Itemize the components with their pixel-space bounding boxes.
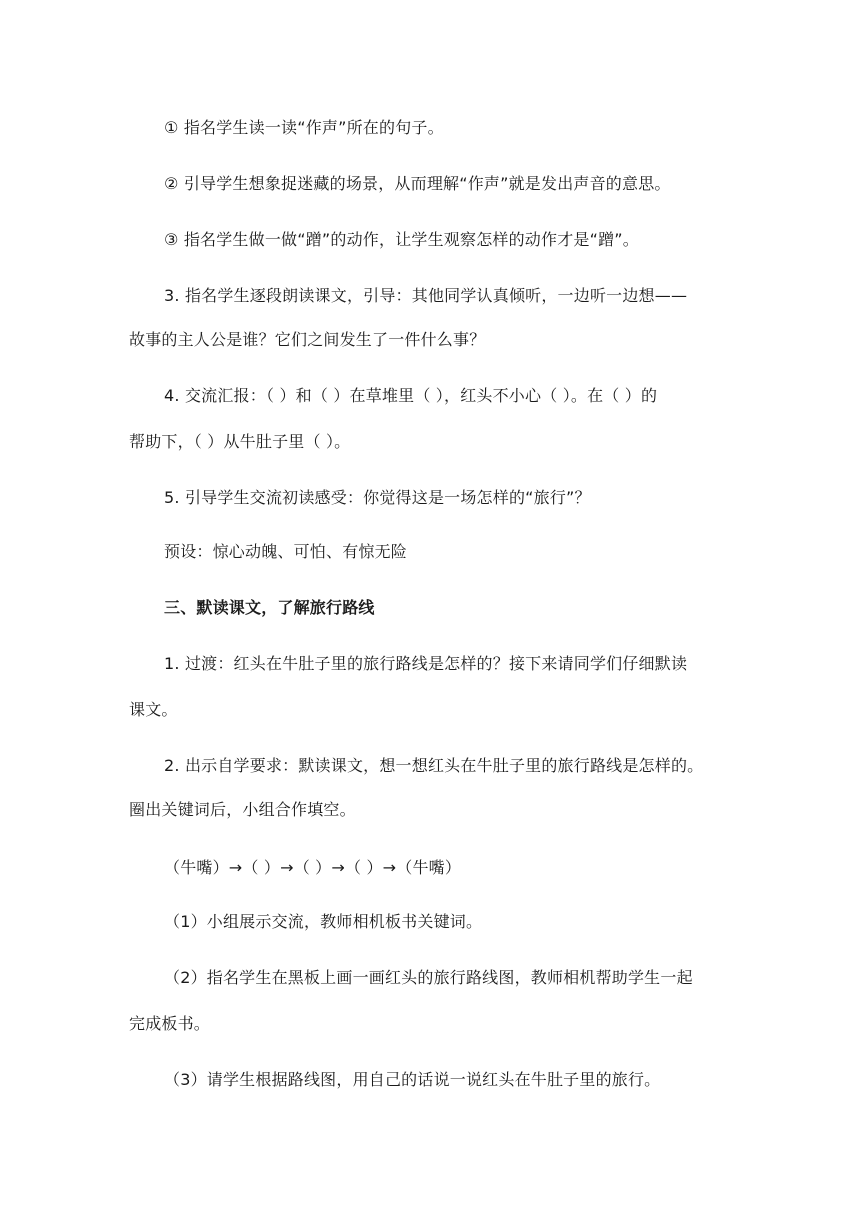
route-blank-line: （牛嘴）→（ ）→（ ）→（ ）→（牛嘴） [164, 858, 462, 877]
text-line: （2）指名学生在黑板上画一画红头的旅行路线图，教师相机帮助学生一起 [164, 968, 693, 987]
text-line: 完成板书。 [129, 1014, 211, 1033]
text-line: 故事的主人公是谁？它们之间发生了一件什么事？ [129, 330, 486, 349]
section-heading: 三、默读课文，了解旅行路线 [164, 598, 375, 617]
text-line: 5. 引导学生交流初读感受：你觉得这是一场怎样的“旅行”？ [164, 488, 591, 507]
text-line: 2. 出示自学要求：默读课文，想一想红头在牛肚子里的旅行路线是怎样的。 [164, 756, 704, 775]
text-line: 课文。 [129, 700, 178, 719]
text-line: 圈出关键词后，小组合作填空。 [129, 800, 356, 819]
text-line: 1. 过渡：红头在牛肚子里的旅行路线是怎样的？接下来请同学们仔细默读 [164, 654, 688, 673]
text-line: （3）请学生根据路线图，用自己的话说一说红头在牛肚子里的旅行。 [164, 1070, 661, 1089]
text-line: 帮助下，（ ）从牛肚子里（ ）。 [129, 432, 351, 451]
text-line: ② 引导学生想象捉迷藏的场景，从而理解“作声”就是发出声音的意思。 [164, 174, 671, 193]
text-line: ① 指名学生读一读“作声”所在的句子。 [164, 118, 444, 137]
text-line: （1）小组展示交流，教师相机板书关键词。 [164, 912, 483, 931]
text-line: ③ 指名学生做一做“蹭”的动作，让学生观察怎样的动作才是“蹭”。 [164, 230, 639, 249]
text-line: 预设：惊心动魄、可怕、有惊无险 [164, 542, 408, 561]
text-line: 3. 指名学生逐段朗读课文，引导：其他同学认真倾听，一边听一边想—— [164, 286, 688, 305]
text-line: 4. 交流汇报：（ ）和（ ）在草堆里（ ），红头不小心（ ）。在（ ）的 [164, 386, 658, 405]
